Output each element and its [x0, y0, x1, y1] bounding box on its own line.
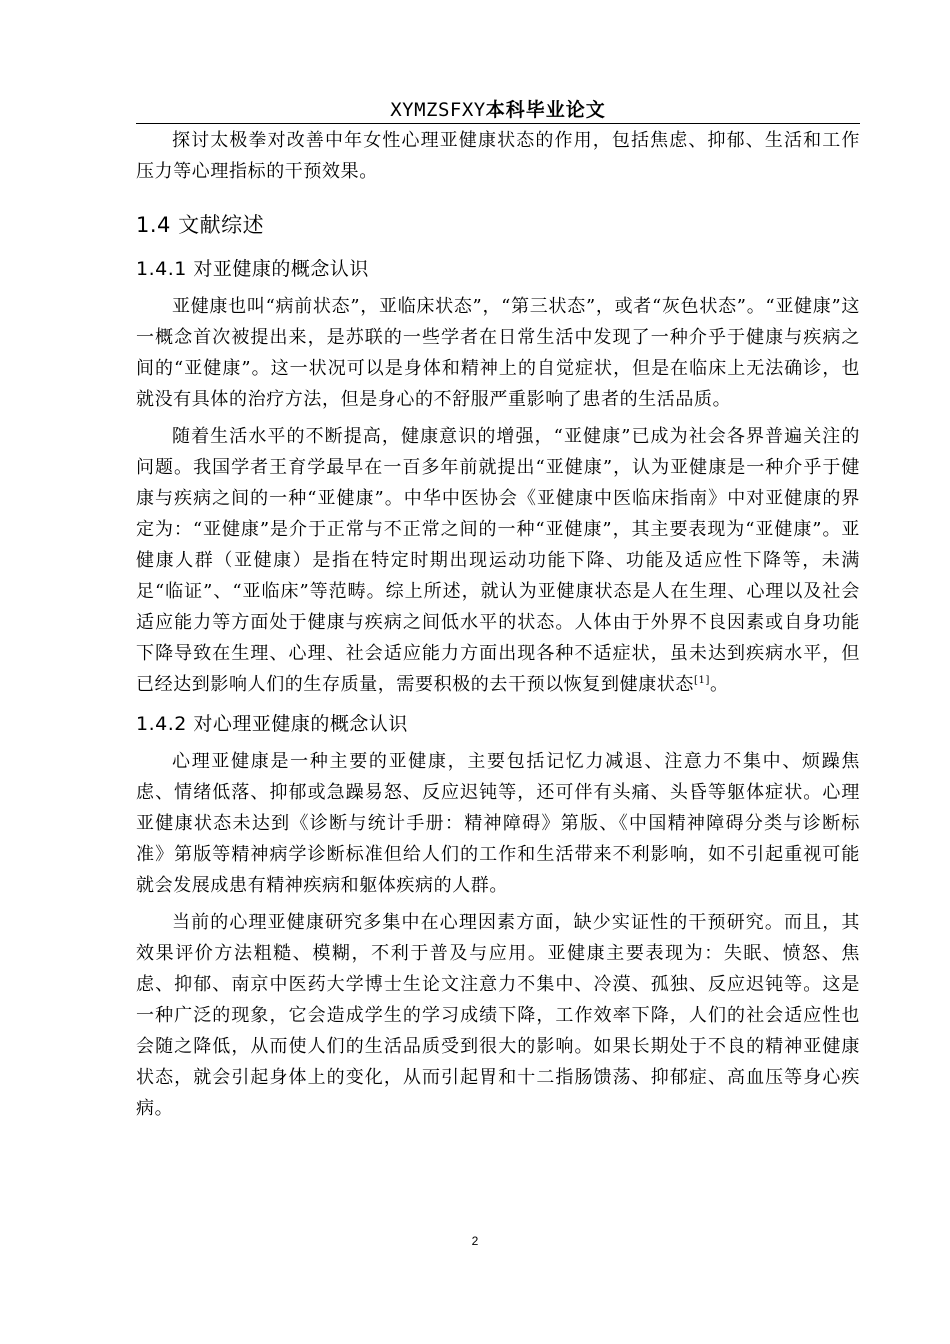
header-cjk-text: 本科毕业论文 [485, 99, 606, 121]
paragraph-psych-subhealth-definition: 心理亚健康是一种主要的亚健康，主要包括记忆力减退、注意力不集中、烦躁焦虑、情绪低落、抑郁或急躁易怒、反应迟钝等，还可伴有头痛、头昏等躯体症状。心理亚健康状态未达到《诊断与统计手册：精神障碍》第版、《中国精神障碍分类与诊断标准》第版等精神病学诊断标准但给人们的工作和生活带来不利影响，如不引起重视可能就会发展成患有精神疾病和躯体疾病的人群。 [136, 751, 860, 896]
paragraph-psych-subhealth-research: 当前的心理亚健康研究多集中在心理因素方面，缺少实证性的干预研究。而且，其效果评价方法粗糙、模糊，不利于普及与应用。亚健康主要表现为：失眠、愤怒、焦虑、抑郁、南京中医药大学博士生论文注意力不集中、冷漠、孤独、反应迟钝等。这是一种广泛的现象，它会造成学生的学习成绩下降，工作效率下降，人们的社会适应性也会随之降低，从而使人们的生活品质受到很大的影响。如果长期处于不良的精神亚健康状态，就会引起身体上的变化，从而引起胃和十二指肠馈荡、抑郁症、高血压等身心疾病。 [136, 912, 860, 1119]
page-number: 2 [471, 1234, 479, 1248]
paragraph-end-mark: 。 [709, 674, 729, 695]
header-latin-text: XYMZSFXY [390, 99, 486, 121]
paragraph-subhealth-definition: 亚健康也叫“病前状态”，亚临床状态”，“第三状态”，或者“灰色状态”。“亚健康”这一概念首次被提出来，是苏联的一些学者在日常生活中发现了一种介乎于健康与疾病之间的“亚健康”。这一状况可以是身体和精神上的自觉症状，但是在临床上无法确诊，也就没有具体的治疗方法，但是身心的不舒服严重影响了患者的生活品质。 [136, 296, 860, 410]
paragraph-subhealth-research-text: 随着生活水平的不断提高，健康意识的增强，“亚健康”已成为社会各界普遍关注的问题。我国学者王育学最早在一百多年前就提出“亚健康”，认为亚健康是一种介乎于健康与疾病之间的一种“亚健康”。中华中医协会《亚健康中医临床指南》中对亚健康的界定为：“亚健康”是介于正常与不正常之间的一种“亚健康”，其主要表现为“亚健康”。亚健康人群（亚健康）是指在特定时期出现运动功能下降、功能及适应性下降等，未满足“临证”、“亚临床”等范畴。综上所述，就认为亚健康状态是人在生理、心理以及社会适应能力等方面处于健康与疾病之间低水平的状态。人体由于外界不良因素或自身功能下降导致在生理、心理、社会适应能力方面出现各种不适症状，虽未达到疾病水平，但已经达到影响人们的生存质量，需要积极的去干预以恢复到健康状态 [136, 426, 860, 695]
header-divider [136, 123, 860, 124]
running-header [136, 95, 860, 125]
section-heading-1-4: 1.4 文献综述 [136, 213, 265, 237]
intro-paragraph: 探讨太极拳对改善中年女性心理亚健康状态的作用，包括焦虑、抑郁、生活和工作压力等心理指标的干预效果。 [136, 130, 860, 182]
subsection-heading-1-4-1: 1.4.1 对亚健康的概念认识 [136, 258, 369, 280]
paragraph-subhealth-research [136, 421, 860, 700]
body-content [136, 125, 860, 1124]
citation-ref-1[interactable]: [1] [694, 675, 710, 686]
subsection-heading-1-4-2: 1.4.2 对心理亚健康的概念认识 [136, 713, 408, 735]
